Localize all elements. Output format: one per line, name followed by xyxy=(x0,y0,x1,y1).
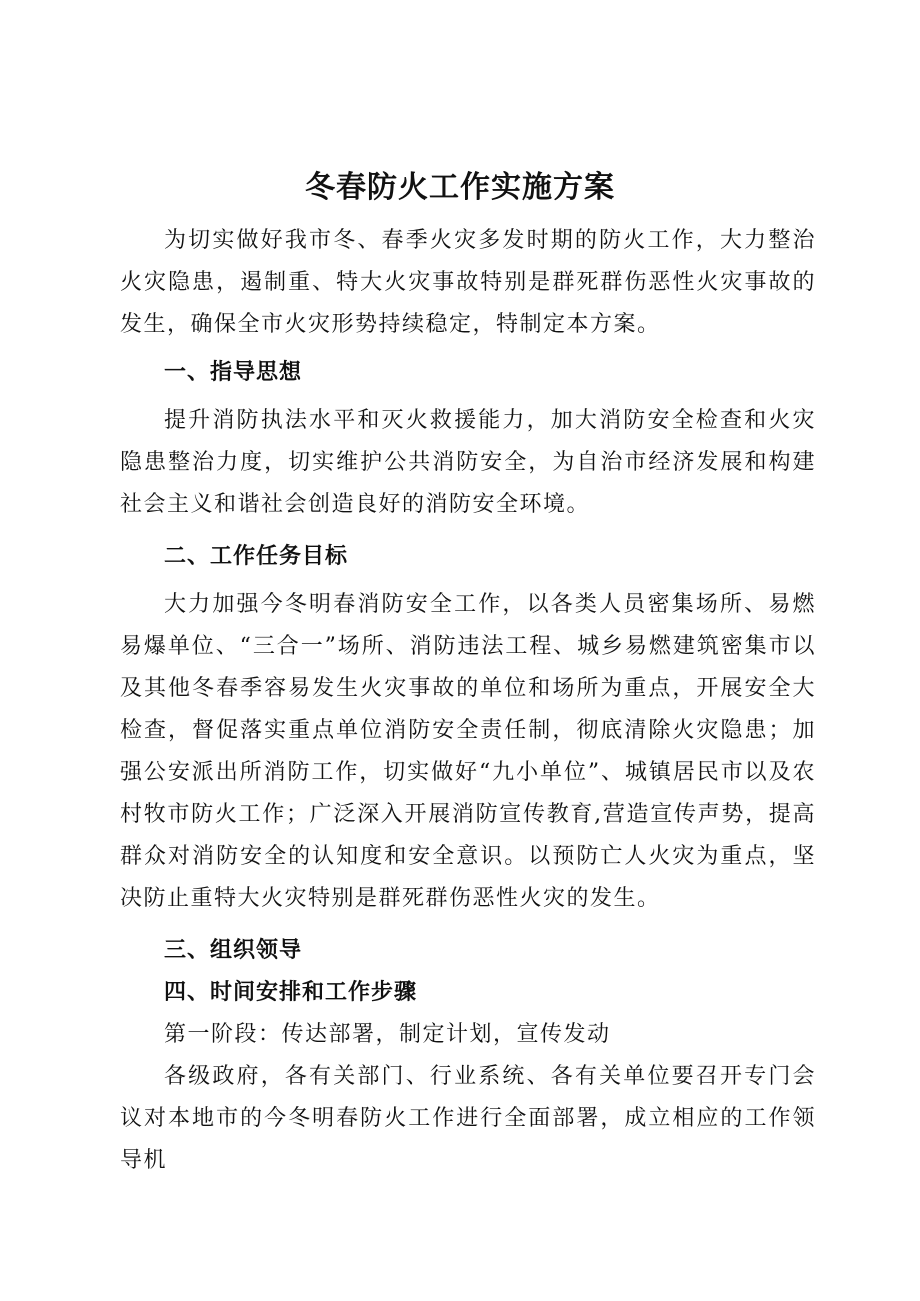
stage-one-heading: 第一阶段：传达部署，制定计划，宣传发动 xyxy=(164,1022,611,1047)
intro-paragraph: 为切实做好我市冬、春季火灾多发时期的防火工作，大力整治火灾隐患，遏制重、特大火灾事故特别是群死群伤恶性火灾事故的发生，确保全市火灾形势持续稳定，特制定本方案。 xyxy=(120,228,816,337)
section-body-guiding-ideology: 提升消防执法水平和灭火救援能力，加大消防安全检查和火灾隐患整治力度，切实维护公共消防安全，为自治市经济发展和构建社会主义和谐社会创造良好的消防安全环境。 xyxy=(120,408,816,517)
section-heading-organization: 三、组织领导 xyxy=(164,938,303,963)
section-heading-guiding-ideology: 一、指导思想 xyxy=(164,360,303,385)
document-title: 冬春防火工作实施方案 xyxy=(305,170,615,205)
section-heading-task-goals: 二、工作任务目标 xyxy=(164,544,349,569)
section-heading-schedule: 四、时间安排和工作步骤 xyxy=(164,980,418,1005)
document-body xyxy=(120,220,816,1182)
section-body-task-goals: 大力加强今冬明春消防安全工作，以各类人员密集场所、易燃易爆单位、“三合一”场所、消防违法工程、城乡易燃建筑密集市以及其他冬春季容易发生火灾事故的单位和场所为重点，开展安全大检查，督促落实重点单位消防安全责任制，彻底清除火灾隐患；加强公安派出所消防工作，切实做好“九小单位”、城镇居民市以及农村牧市防火工作；广泛深入开展消防宣传教育,营造宣传声势，提高群众对消防安全的认知度和安全意识。以预防亡人火灾为重点，坚决防止重特大火灾特别是群死群伤恶性火灾的发生。 xyxy=(120,592,816,911)
section-body-schedule: 各级政府，各有关部门、行业系统、各有关单位要召开专门会议对本地市的今冬明春防火工作进行全面部署，成立相应的工作领导机 xyxy=(120,1064,816,1173)
